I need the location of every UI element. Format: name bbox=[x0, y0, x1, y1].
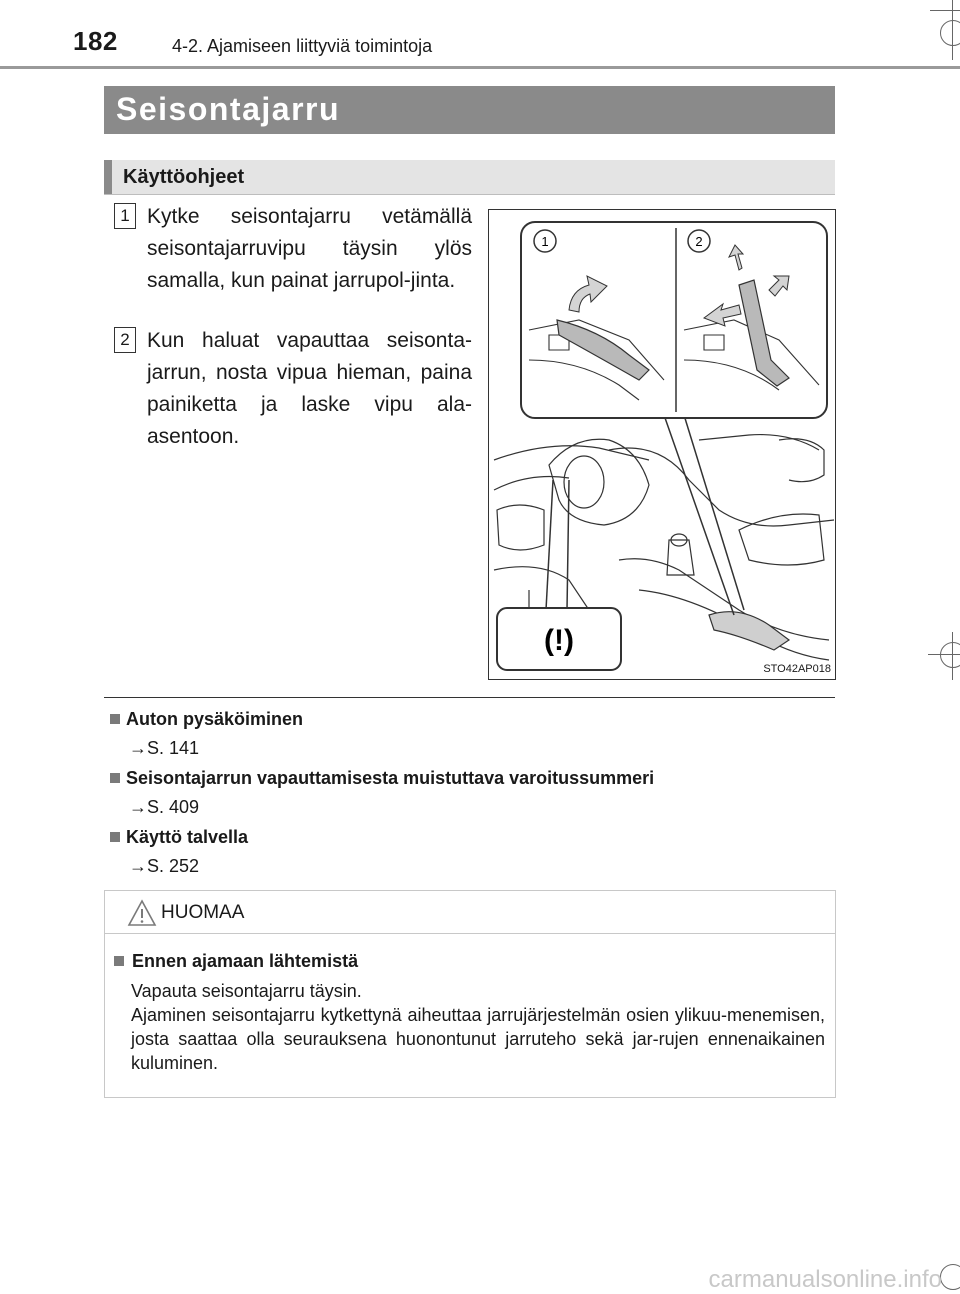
header-rule bbox=[0, 66, 960, 69]
crop-mark-right-mid-h bbox=[928, 654, 960, 655]
section-accent bbox=[104, 160, 112, 194]
bullet-parking bbox=[110, 709, 303, 730]
step-2-number: 2 bbox=[114, 327, 136, 353]
figure-code: STO42AP018 bbox=[763, 663, 831, 675]
bullet-winter-ref[interactable]: →S. 252 bbox=[129, 856, 200, 876]
notice-subheading bbox=[114, 951, 358, 972]
callout-2-label: 2 bbox=[695, 234, 703, 249]
page-title: Seisontajarru bbox=[116, 91, 341, 127]
notice-line-1: Vapauta seisontajarru täysin. bbox=[131, 981, 362, 1001]
crop-mark-top-right-v bbox=[952, 0, 953, 60]
crop-mark-right-mid-circle bbox=[940, 642, 960, 668]
crop-mark-bottom-right-circle bbox=[940, 1264, 960, 1290]
illustration-drawing bbox=[489, 210, 835, 679]
section-heading-bar bbox=[104, 160, 835, 195]
crop-mark-right-mid-v bbox=[952, 632, 953, 680]
bullet-square-icon bbox=[110, 714, 120, 724]
section-divider bbox=[104, 697, 835, 698]
bullet-square-icon bbox=[110, 773, 120, 783]
bullet-buzzer-ref[interactable]: →S. 409 bbox=[129, 797, 200, 817]
bullet-winter-heading: Käyttö talvella bbox=[126, 827, 249, 847]
bullet-buzzer-heading: Seisontajarrun vapauttamisesta muistuttava varoitussummeri bbox=[126, 768, 655, 788]
bullet-square-icon bbox=[110, 832, 120, 842]
bullet-buzzer bbox=[110, 768, 654, 789]
step-1-number: 1 bbox=[114, 203, 136, 229]
brake-warning-icon: (!) bbox=[544, 624, 574, 657]
page-title-bar bbox=[104, 86, 835, 134]
watermark: carmanualsonline.info bbox=[708, 1266, 942, 1293]
bullet-parking-heading: Auton pysäköiminen bbox=[126, 709, 304, 729]
warning-triangle-icon bbox=[127, 899, 157, 927]
step-2-text: Kun haluat vapauttaa seisonta-jarrun, nosta vipua hieman, paina painiketta ja laske vipu ala-asentoon. bbox=[147, 329, 472, 448]
crop-mark-top-right-h bbox=[930, 10, 960, 11]
parking-brake-illustration bbox=[488, 209, 836, 680]
notice-label: HUOMAA bbox=[161, 902, 245, 923]
callout-1-label: 1 bbox=[541, 234, 549, 249]
bullet-parking-ref[interactable]: →S. 141 bbox=[129, 738, 200, 758]
page-number: 182 bbox=[73, 26, 118, 56]
notice-box bbox=[104, 890, 836, 1098]
notice-body bbox=[131, 979, 825, 1075]
crop-mark-top-right-circle bbox=[940, 20, 960, 46]
chapter-title: 4-2. Ajamiseen liittyviä toimintoja bbox=[172, 36, 433, 56]
section-heading: Käyttöohjeet bbox=[123, 166, 245, 188]
step-1-text: Kytke seisontajarru vetämällä seisontajarruvipu täysin ylös samalla, kun painat jarrupol-jinta. bbox=[147, 205, 472, 292]
bullet-square-icon bbox=[114, 956, 124, 966]
bullet-winter bbox=[110, 827, 248, 848]
notice-line-2: Ajaminen seisontajarru kytkettynä aiheuttaa jarrujärjestelmän osien ylikuu-menemisen, josta saattaa olla seurauksena huonontunut jarruteho sekä jar-rujen ennenaikainen kuluminen. bbox=[131, 1005, 825, 1073]
notice-header bbox=[105, 891, 835, 934]
notice-subheading-text: Ennen ajamaan lähtemistä bbox=[132, 951, 359, 971]
